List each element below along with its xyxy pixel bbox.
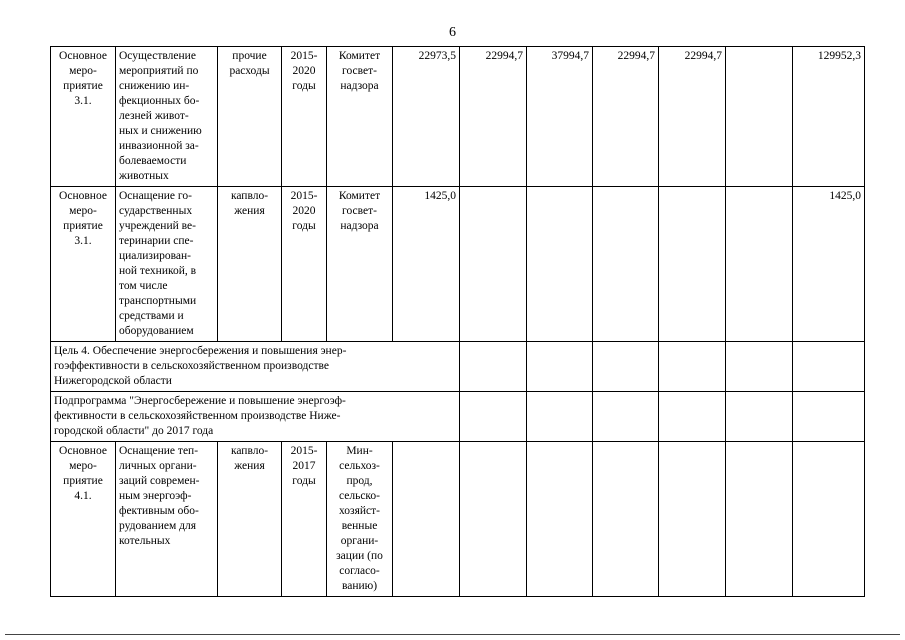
- executor-cell: Комитет госвет- надзора: [327, 47, 393, 187]
- page-edge-line: [5, 634, 900, 635]
- value-cell: [726, 392, 793, 442]
- value-cell: [659, 392, 726, 442]
- value-cell: [726, 442, 793, 597]
- period-cell: 2015- 2020 годы: [282, 187, 327, 342]
- measure-name-cell: Основное меро- приятие 3.1.: [51, 47, 116, 187]
- value-cell: [793, 392, 865, 442]
- value-cell: 129952,3: [793, 47, 865, 187]
- section-row: [51, 342, 865, 392]
- measure-name-cell: Основное меро- приятие 3.1.: [51, 187, 116, 342]
- value-cell: 22973,5: [393, 47, 460, 187]
- value-cell: [593, 392, 659, 442]
- program-table: [50, 46, 865, 597]
- value-cell: [726, 187, 793, 342]
- executor-cell: Комитет госвет- надзора: [327, 187, 393, 342]
- value-cell: [527, 442, 593, 597]
- value-cell: [393, 442, 460, 597]
- value-cell: 22994,7: [659, 47, 726, 187]
- section-row: [51, 392, 865, 442]
- value-cell: [593, 442, 659, 597]
- executor-cell: Мин- сельхоз- прод, сельско- хозяйст- венные органи- зации (по согласо- ванию): [327, 442, 393, 597]
- value-cell: [527, 187, 593, 342]
- description-cell: Осуществление мероприятий по снижению ин- фекционных бо- лезней живот- ных и снижению инвазионной за- болеваемости животных: [116, 47, 218, 187]
- value-cell: [593, 342, 659, 392]
- value-cell: 37994,7: [527, 47, 593, 187]
- value-cell: [726, 47, 793, 187]
- value-cell: [460, 392, 527, 442]
- value-cell: [527, 392, 593, 442]
- value-cell: [659, 342, 726, 392]
- measure-row: [51, 187, 865, 342]
- value-cell: 22994,7: [460, 47, 527, 187]
- value-cell: 22994,7: [593, 47, 659, 187]
- value-cell: [726, 342, 793, 392]
- description-cell: Оснащение теп- личных органи- заций современ- ным энергоэф- фективным обо- рудованием для котельных: [116, 442, 218, 597]
- page-number: 6: [449, 25, 456, 40]
- expense-type-cell: капвло- жения: [218, 442, 282, 597]
- section-title: Цель 4. Обеспечение энергосбережения и повышения энер- гоэффективности в сельскохозяйственном производстве Нижегородской области: [51, 342, 460, 392]
- measure-row: [51, 442, 865, 597]
- value-cell: [527, 342, 593, 392]
- value-cell: [659, 187, 726, 342]
- value-cell: [793, 342, 865, 392]
- value-cell: [659, 442, 726, 597]
- measure-name-cell: Основное меро- приятие 4.1.: [51, 442, 116, 597]
- measure-row: [51, 47, 865, 187]
- value-cell: [460, 442, 527, 597]
- value-cell: [793, 442, 865, 597]
- value-cell: [460, 342, 527, 392]
- description-cell: Оснащение го- сударственных учреждений ве- теринарии спе- циализирован- ной техникой, в том числе транспортными средствами и оборудованием: [116, 187, 218, 342]
- value-cell: 1425,0: [393, 187, 460, 342]
- period-cell: 2015- 2017 годы: [282, 442, 327, 597]
- expense-type-cell: капвло- жения: [218, 187, 282, 342]
- section-title: Подпрограмма "Энергосбережение и повышение энергоэф- фективности в сельскохозяйственном производстве Ниже- городской области" до 2017 года: [51, 392, 460, 442]
- value-cell: [460, 187, 527, 342]
- expense-type-cell: прочие расходы: [218, 47, 282, 187]
- period-cell: 2015- 2020 годы: [282, 47, 327, 187]
- value-cell: [593, 187, 659, 342]
- value-cell: 1425,0: [793, 187, 865, 342]
